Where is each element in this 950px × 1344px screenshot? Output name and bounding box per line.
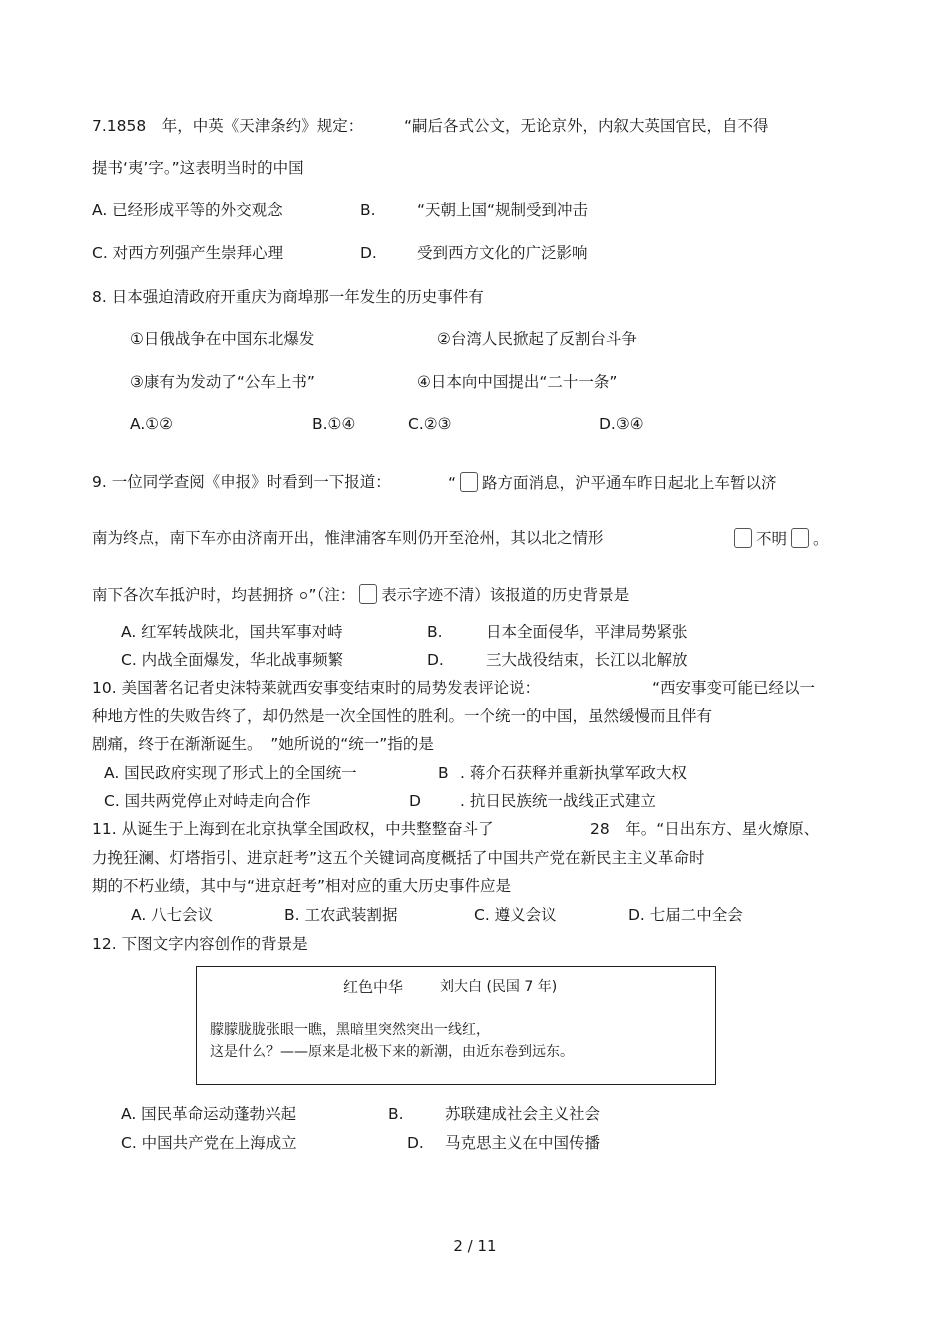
poem-line-1: 朦朦胧胧张眼一瞧，黑暗里突然突出一线红， bbox=[210, 1022, 490, 1038]
poem-title: 红色中华 bbox=[343, 978, 404, 996]
q9-stem-line3-b: ”（注： bbox=[308, 586, 356, 604]
q9-stem-line2-b: 不明 bbox=[756, 530, 788, 548]
q9-stem-line3 bbox=[92, 584, 629, 605]
q10-stem-line3: 剧痛，终于在渐渐诞生。 ”她所说的“统一”指的是 bbox=[92, 735, 434, 753]
q7-option-d-letter: D. bbox=[360, 244, 377, 262]
poem-author: 刘大白 (民国 7 年) bbox=[440, 979, 558, 995]
q12-option-c: C. 中国共产党在上海成立 bbox=[121, 1134, 297, 1152]
illegible-box-icon bbox=[359, 584, 377, 604]
q8-option-d: D.③④ bbox=[599, 415, 644, 433]
q9-option-b: 日本全面侵华，平津局势紧张 bbox=[486, 623, 688, 641]
q8-option-a: A.①② bbox=[130, 415, 174, 433]
q9-stem-line3-a: 南下各次车抵沪时，均甚拥挤 bbox=[92, 586, 294, 604]
q11-stem-line2: 力挽狂澜、灯塔指引、进京赶考”这五个关键词高度概括了中国共产党在新民主主义革命时 bbox=[92, 849, 705, 867]
q11-stem-line1-b: 28 年。“日出东方、星火燎原、 bbox=[590, 820, 820, 838]
q12-option-b-letter: B. bbox=[388, 1105, 404, 1123]
q7-stem-line2: 提书‘夷’字。”这表明当时的中国 bbox=[92, 159, 304, 177]
q11-option-a: A. 八七会议 bbox=[131, 906, 214, 924]
period-circle-icon bbox=[300, 592, 307, 599]
q7-stem-line1-a: 7.1858 年，中英《天津条约》规定： bbox=[92, 117, 364, 135]
q10-option-c: C. 国共两党停止对峙走向合作 bbox=[104, 792, 311, 810]
q10-stem-line2: 种地方性的失败告终了，却仍然是一次全国性的胜利。一个统一的中国，虽然缓慢而且伴有 bbox=[92, 707, 713, 725]
q9-option-a: A. 红军转战陕北，国共军事对峙 bbox=[121, 623, 343, 641]
q7-stem-line1-b: “嗣后各式公文，无论京外，内叙大英国官民，自不得 bbox=[404, 117, 769, 135]
q10-option-a: A. 国民政府实现了形式上的全国统一 bbox=[104, 764, 357, 782]
q8-item-1: ①日俄战争在中国东北爆发 bbox=[130, 330, 315, 348]
q8-option-c: C.②③ bbox=[408, 415, 452, 433]
q9-option-d-letter: D. bbox=[427, 651, 444, 669]
q11-stem-line1-a: 11. 从诞生于上海到在北京执掌全国政权，中共整整奋斗了 bbox=[92, 820, 494, 838]
q9-stem-line2 bbox=[730, 528, 829, 549]
q9-stem-line1 bbox=[448, 472, 777, 493]
q12-option-d: 马克思主义在中国传播 bbox=[445, 1134, 601, 1152]
q12-stem: 12. 下图文字内容创作的背景是 bbox=[92, 935, 308, 953]
illegible-box-icon bbox=[460, 472, 478, 492]
q9-stem-line1-b: 路方面消息，沪平通车昨日起北上车暂以济 bbox=[482, 474, 777, 492]
q10-option-b: . 蒋介石获释并重新执掌军政大权 bbox=[460, 764, 687, 782]
q9-stem-line3-c: 表示字迹不清）该报道的历史背景是 bbox=[381, 586, 630, 604]
page-number: 2 / 11 bbox=[453, 1237, 497, 1255]
q9-option-c: C. 内战全面爆发，华北战事频繁 bbox=[121, 651, 344, 669]
q10-option-b-letter: B bbox=[438, 764, 449, 782]
q9-stem-line2-c: 。 bbox=[813, 530, 829, 548]
q7-option-a: A. 已经形成平等的外交观念 bbox=[92, 201, 283, 219]
q12-option-d-letter: D. bbox=[407, 1134, 424, 1152]
illegible-box-icon bbox=[791, 528, 809, 548]
q11-stem-line3: 期的不朽业绩，其中与“进京赶考”相对应的重大历史事件应是 bbox=[92, 877, 512, 895]
q11-option-c: C. 遵义会议 bbox=[474, 906, 557, 924]
q8-item-2: ②台湾人民掀起了反割台斗争 bbox=[437, 330, 637, 348]
q10-option-d: . 抗日民族统一战线正式建立 bbox=[460, 792, 656, 810]
q10-stem-line1-a: 10. 美国著名记者史沫特莱就西安事变结束时的局势发表评论说： bbox=[92, 679, 541, 697]
q7-option-d: 受到西方文化的广泛影响 bbox=[417, 244, 588, 262]
q10-stem-line1-b: “西安事变可能已经以一 bbox=[652, 679, 816, 697]
q7-option-b: “天朝上国“规制受到冲击 bbox=[417, 201, 589, 219]
q8-option-b: B.①④ bbox=[312, 415, 356, 433]
q11-option-d: D. 七届二中全会 bbox=[628, 906, 743, 924]
q11-option-b: B. 工农武装割据 bbox=[284, 906, 398, 924]
q7-option-c: C. 对西方列强产生崇拜心理 bbox=[92, 244, 284, 262]
poem-line-2: 这是什么？——原来是北极下来的新潮，由近东卷到远东。 bbox=[210, 1044, 574, 1060]
q9-option-d: 三大战役结束，长江以北解放 bbox=[486, 651, 688, 669]
q8-stem: 8. 日本强迫清政府开重庆为商埠那一年发生的历史事件有 bbox=[92, 288, 484, 306]
q10-option-d-letter: D bbox=[409, 792, 421, 810]
q9-stem-line1-a: 9. 一位同学查阅《申报》时看到一下报道： bbox=[92, 473, 391, 491]
q9-open-quote: “ bbox=[448, 474, 457, 492]
q12-option-b: 苏联建成社会主义社会 bbox=[445, 1105, 601, 1123]
q12-option-a: A. 国民革命运动蓬勃兴起 bbox=[121, 1105, 297, 1123]
q8-item-4: ④日本向中国提出“二十一条” bbox=[417, 373, 618, 391]
q7-option-b-letter: B. bbox=[360, 201, 376, 219]
illegible-box-icon bbox=[734, 528, 752, 548]
q8-item-3: ③康有为发动了“公车上书” bbox=[130, 373, 315, 391]
poem-box bbox=[196, 966, 716, 1085]
q9-stem-line2-a: 南为终点，南下车亦由济南开出，惟津浦客车则仍开至沧州，其以北之情形 bbox=[92, 529, 604, 547]
q9-option-b-letter: B. bbox=[427, 623, 443, 641]
